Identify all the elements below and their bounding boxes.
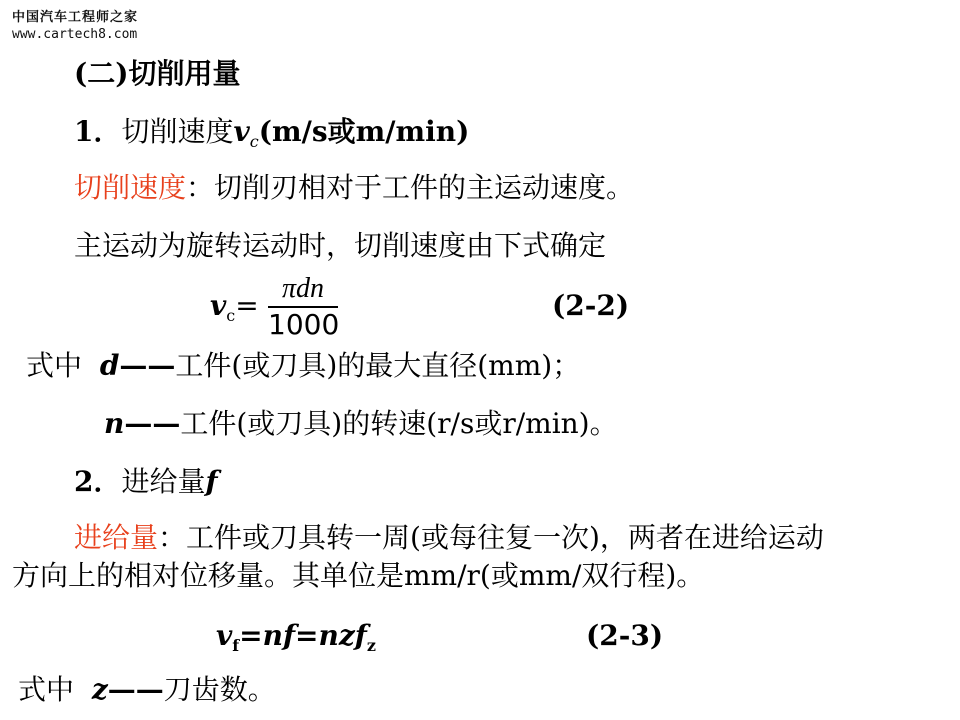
item1-label: 切削速度: [121, 115, 234, 148]
where3-text: 刀齿数。: [163, 673, 276, 706]
formula1-lhs: [210, 288, 259, 334]
definition-feed-line2: 方向上的相对位移量。其单位是mm/r(或mm/双行程)。: [12, 559, 705, 592]
where1-dash: ——: [119, 349, 176, 382]
sentence-rotation: 主运动为旋转运动时，切削速度由下式确定: [74, 229, 607, 262]
item2-label: 进给量: [121, 465, 206, 498]
where3-dash: ——: [107, 673, 164, 706]
where2-symbol: n: [104, 407, 125, 440]
where1-symbol: d: [99, 349, 120, 382]
where3-symbol: z: [91, 673, 108, 706]
def2-term: 进给量: [74, 521, 159, 554]
def1-term: 切削速度: [74, 171, 187, 204]
formula2-nf: nf: [262, 619, 296, 652]
formula2-f-sub: z: [366, 636, 376, 655]
watermark-site-name: 中国汽车工程师之家: [12, 10, 139, 25]
formula1-denominator: 1000: [268, 308, 340, 341]
item1-unit: (m/s或m/min): [258, 115, 470, 148]
item1-number: 1．: [74, 115, 122, 148]
formula2-v-sub: f: [232, 636, 240, 655]
formula1-numerator: πdn: [281, 273, 325, 304]
formula2-eq2: =: [295, 619, 319, 652]
item1-symbol: v: [233, 115, 250, 148]
def1-text: 切削刃相对于工件的主运动速度。: [214, 171, 635, 204]
where2-text: 工件(或刀具)的转速(r/s或r/min)。: [180, 407, 618, 440]
where1-text: 工件(或刀具)的最大直径(mm)；: [175, 349, 581, 382]
where3-prefix: 式中: [18, 673, 75, 706]
formula2-v: v: [216, 619, 233, 652]
watermark-url: www.cartech8.com: [12, 27, 138, 42]
formula1-sub: c: [226, 306, 236, 325]
def2-colon: ：: [158, 521, 187, 554]
item2-symbol: f: [205, 465, 218, 498]
definition-cutting-speed: [74, 170, 634, 206]
formula1-fraction: [268, 274, 338, 340]
def1-colon: ：: [186, 171, 215, 204]
where2-dash: ——: [124, 407, 181, 440]
formula2: [216, 618, 376, 664]
where1-prefix: 式中: [26, 349, 83, 382]
where-n: [104, 406, 618, 442]
item1-subscript: c: [249, 132, 259, 151]
item2-heading: [74, 464, 218, 500]
formula2-eq-number: (2-3): [586, 619, 664, 652]
formula2-eq1: =: [239, 619, 263, 652]
formula2-nz: nz: [318, 619, 355, 652]
section-title: (二)切削用量: [74, 57, 241, 90]
definition-feed-line1: [74, 520, 824, 556]
where-d: [26, 348, 580, 384]
formula1-v: v: [210, 289, 227, 322]
formula1-eq-number: (2-2): [552, 289, 630, 322]
formula2-f: f: [354, 619, 367, 652]
formula1-equals: =: [235, 289, 259, 322]
where-z: [18, 672, 276, 708]
item2-number: 2．: [74, 465, 122, 498]
item1-heading: [74, 114, 469, 160]
def2-text-line1: 工件或刀具转一周(或每往复一次)，两者在进给运动: [186, 521, 824, 554]
